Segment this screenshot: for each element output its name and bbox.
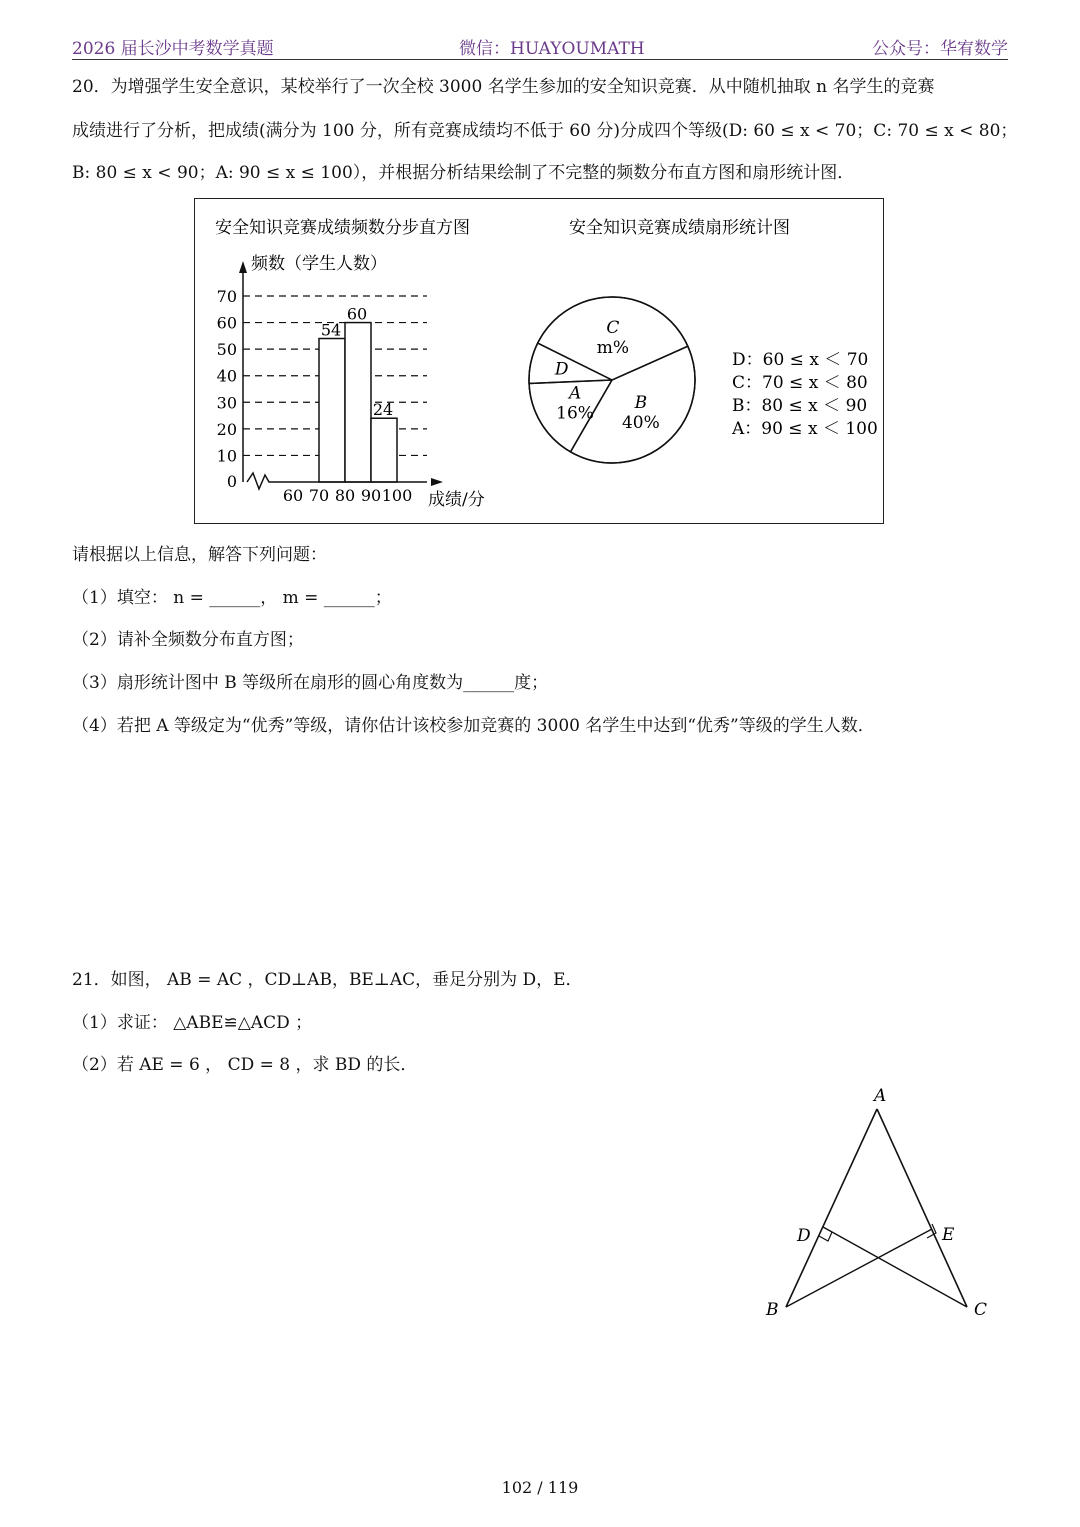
q21-line1: 21．如图， AB = AC ，CD⊥AB，BE⊥AC，垂足分别为 D，E．: [72, 970, 583, 990]
q20-figure: [194, 198, 884, 524]
q20-line1: 20．为增强学生安全意识，某校举行了一次全校 3000 名学生参加的安全知识竞赛．从中随机抽取 n 名学生的竞赛: [72, 77, 935, 97]
q20-part4: （4）若把 A 等级定为“优秀”等级，请你估计该校参加竞赛的 3000 名学生中达到“优秀”等级的学生人数．: [72, 716, 875, 736]
q20-part3: （3）扇形统计图中 B 等级所在扇形的圆心角度数为______度；: [72, 673, 549, 693]
segment-AC: [877, 1109, 967, 1307]
pie-legend: [731, 350, 878, 439]
pie-title: 安全知识竞赛成绩扇形统计图: [569, 218, 790, 238]
y-tick-label: 70: [216, 287, 237, 306]
label-C: C: [974, 1300, 988, 1320]
y-tick-label: 30: [216, 393, 237, 413]
histogram-ylabel: 频数（学生人数）: [251, 254, 387, 274]
pie-slice-name: B: [634, 393, 648, 414]
pie-legend-entry: D：60 ≤ x ＜ 70: [732, 350, 869, 370]
histogram-title: 安全知识竞赛成绩频数分步直方图: [215, 218, 470, 238]
label-E: E: [942, 1225, 955, 1245]
x-tick-label: 60: [282, 486, 304, 505]
y-tick-label: 20: [216, 419, 237, 439]
x-tick-label: 100: [381, 486, 413, 505]
y-axis-arrow-icon: [239, 261, 247, 273]
right-angle-mark-D: [819, 1232, 832, 1241]
histogram-xlabel: 成绩/分: [428, 490, 485, 510]
pie-legend-entry: C：70 ≤ x ＜ 80: [732, 373, 868, 393]
header-center: 微信：HUAYOUMATH: [459, 39, 645, 59]
q20-line3: B: 80 ≤ x < 90；A: 90 ≤ x ≤ 100），并根据分析结果绘制了不完整的频数分布直方图和扇形统计图．: [72, 163, 855, 183]
pie-slice-name: D: [554, 359, 569, 380]
q20-part2: （2）请补全频数分布直方图；: [72, 630, 304, 650]
header-left: 2026 届长沙中考数学真题: [72, 39, 274, 59]
pie-legend-entry: A：90 ≤ x ＜ 100: [732, 419, 878, 439]
bar-value-label: 24: [372, 400, 394, 420]
y-tick-label: 40: [216, 366, 237, 386]
x-tick-label: 80: [334, 486, 356, 505]
y-tick-label: 60: [216, 313, 237, 333]
triangle-figure: [750, 1080, 1010, 1330]
histogram-y-ticks: [217, 287, 237, 491]
pie-legend-entry: B：80 ≤ x ＜ 90: [732, 396, 868, 416]
q21-part1: （1）求证： △ABE≌△ACD ；: [72, 1013, 313, 1033]
x-tick-label: 70: [308, 486, 330, 505]
q20-figure-svg: [195, 199, 885, 525]
bar-value-label: 54: [320, 320, 342, 340]
q20-part1: （1）填空： n = ______， m = ______；: [72, 588, 392, 608]
pie-slice-percent: 16%: [556, 403, 594, 424]
q21-part2: （2）若 AE = 6 ， CD = 8 ，求 BD 的长．: [72, 1055, 418, 1075]
x-axis-arrow-icon: [431, 478, 443, 486]
histogram-x-ticks: [283, 486, 412, 505]
label-B: B: [766, 1300, 779, 1320]
y-tick-label: 0: [226, 472, 237, 491]
segment-AB: [786, 1109, 877, 1307]
q20-line2: 成绩进行了分析，把成绩(满分为 100 分，所有竞赛成绩均不低于 60 分)分成四个等级(D: 60 ≤ x < 70；C: 70 ≤ x < 80；: [72, 121, 1018, 141]
header-right: 公众号：华宥数学: [872, 39, 1008, 59]
x-tick-label: 90: [360, 486, 382, 505]
pie-slice-name: C: [606, 317, 620, 338]
bar-value-label: 60: [346, 304, 368, 324]
label-D: D: [797, 1226, 811, 1246]
y-tick-label: 50: [216, 340, 237, 360]
histogram-bars: [319, 305, 397, 482]
pie-slice-percent: 40%: [621, 413, 660, 434]
label-A: A: [874, 1086, 887, 1106]
pie-slice-percent: m%: [596, 337, 630, 358]
header-divider: [72, 59, 1008, 60]
page-number: 102 / 119: [501, 1478, 579, 1497]
histogram-bar: [371, 418, 397, 482]
histogram-bar: [319, 339, 345, 482]
q20-intro: 请根据以上信息，解答下列问题：: [72, 545, 327, 565]
histogram-bar: [345, 323, 371, 482]
pie-slice-name: A: [568, 383, 582, 404]
y-tick-label: 10: [216, 446, 237, 466]
